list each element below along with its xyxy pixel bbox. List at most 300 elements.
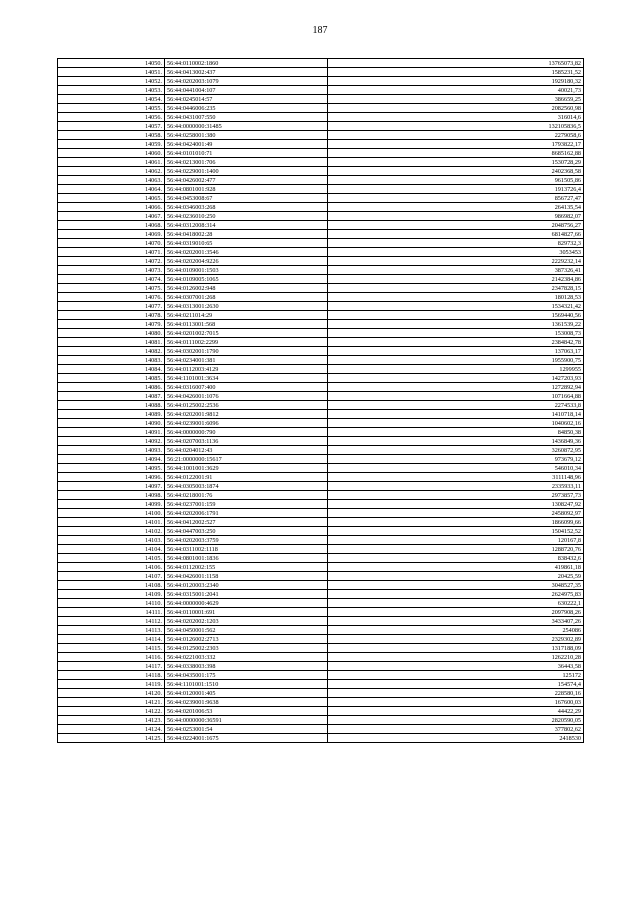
table-row xyxy=(58,536,584,545)
row-number-cell: 14073. xyxy=(58,266,165,275)
row-number-cell: 14093. xyxy=(58,446,165,455)
cadastral-number-cell: 56:44:0109001:1503 xyxy=(165,266,328,275)
row-number-cell: 14055. xyxy=(58,104,165,113)
cadastral-number-cell: 56:44:0202001:3546 xyxy=(165,248,328,257)
table-row xyxy=(58,122,584,131)
row-number-cell: 14100. xyxy=(58,509,165,518)
row-number-cell: 14071. xyxy=(58,248,165,257)
cadastral-number-cell: 56:44:0245014:57 xyxy=(165,95,328,104)
table-row xyxy=(58,527,584,536)
cadastral-value-cell: 1530728,29 xyxy=(328,158,584,167)
cadastral-number-cell: 56:44:0202006:1791 xyxy=(165,509,328,518)
table-row xyxy=(58,239,584,248)
cadastral-number-cell: 56:44:0000000:31485 xyxy=(165,122,328,131)
row-number-cell: 14110. xyxy=(58,599,165,608)
table-row xyxy=(58,590,584,599)
cadastral-value-cell: 1866099,66 xyxy=(328,518,584,527)
cadastral-value-cell: 1534321,42 xyxy=(328,302,584,311)
cadastral-value-cell: 1272892,94 xyxy=(328,383,584,392)
cadastral-number-cell: 56:44:0253001:54 xyxy=(165,725,328,734)
table-row xyxy=(58,401,584,410)
registry-table-body xyxy=(58,59,584,743)
row-number-cell: 14056. xyxy=(58,113,165,122)
cadastral-number-cell: 56:44:0112002:155 xyxy=(165,563,328,572)
cadastral-number-cell: 56:44:0112003:4129 xyxy=(165,365,328,374)
cadastral-value-cell: 2279058,6 xyxy=(328,131,584,140)
row-number-cell: 14096. xyxy=(58,473,165,482)
table-row xyxy=(58,383,584,392)
cadastral-value-cell: 386659,25 xyxy=(328,95,584,104)
row-number-cell: 14095. xyxy=(58,464,165,473)
row-number-cell: 14070. xyxy=(58,239,165,248)
cadastral-number-cell: 56:44:0120001:405 xyxy=(165,689,328,698)
cadastral-number-cell: 56:44:0125002:2536 xyxy=(165,401,328,410)
row-number-cell: 14083. xyxy=(58,356,165,365)
cadastral-number-cell: 56:44:0101010:71 xyxy=(165,149,328,158)
table-row xyxy=(58,428,584,437)
table-row xyxy=(58,545,584,554)
cadastral-number-cell: 56:44:0313001:2630 xyxy=(165,302,328,311)
table-row xyxy=(58,77,584,86)
row-number-cell: 14119. xyxy=(58,680,165,689)
cadastral-value-cell: 838432,6 xyxy=(328,554,584,563)
cadastral-value-cell: 2458092,97 xyxy=(328,509,584,518)
table-row xyxy=(58,635,584,644)
row-number-cell: 14091. xyxy=(58,428,165,437)
cadastral-number-cell: 56:44:0000000:4629 xyxy=(165,599,328,608)
cadastral-value-cell: 120167,8 xyxy=(328,536,584,545)
cadastral-value-cell: 180128,53 xyxy=(328,293,584,302)
cadastral-value-cell: 1504152,52 xyxy=(328,527,584,536)
cadastral-number-cell: 56:44:0000000:790 xyxy=(165,428,328,437)
cadastral-number-cell: 56:44:0450001:562 xyxy=(165,626,328,635)
cadastral-value-cell: 1071664,88 xyxy=(328,392,584,401)
table-row xyxy=(58,491,584,500)
table-row xyxy=(58,221,584,230)
table-row xyxy=(58,671,584,680)
cadastral-value-cell: 36443,58 xyxy=(328,662,584,671)
cadastral-number-cell: 56:44:0126002:2713 xyxy=(165,635,328,644)
row-number-cell: 14059. xyxy=(58,140,165,149)
cadastral-value-cell: 8685162,88 xyxy=(328,149,584,158)
cadastral-value-cell: 2418530 xyxy=(328,734,584,743)
cadastral-value-cell: 1262210,28 xyxy=(328,653,584,662)
cadastral-number-cell: 56:44:0426001:1158 xyxy=(165,572,328,581)
cadastral-value-cell: 2347828,15 xyxy=(328,284,584,293)
table-row xyxy=(58,410,584,419)
cadastral-value-cell: 1913726,4 xyxy=(328,185,584,194)
cadastral-value-cell: 419861,18 xyxy=(328,563,584,572)
cadastral-number-cell: 56:44:1101001:1510 xyxy=(165,680,328,689)
cadastral-value-cell: 316014,6 xyxy=(328,113,584,122)
cadastral-value-cell: 2973857,73 xyxy=(328,491,584,500)
row-number-cell: 14116. xyxy=(58,653,165,662)
row-number-cell: 14068. xyxy=(58,221,165,230)
cadastral-number-cell: 56:44:0125002:2303 xyxy=(165,644,328,653)
cadastral-value-cell: 154574,4 xyxy=(328,680,584,689)
row-number-cell: 14089. xyxy=(58,410,165,419)
table-row xyxy=(58,230,584,239)
row-number-cell: 14064. xyxy=(58,185,165,194)
cadastral-value-cell: 167600,03 xyxy=(328,698,584,707)
cadastral-number-cell: 56:44:0346003:268 xyxy=(165,203,328,212)
cadastral-number-cell: 56:44:0418002:28 xyxy=(165,230,328,239)
table-row xyxy=(58,266,584,275)
cadastral-value-cell: 1585231,52 xyxy=(328,68,584,77)
row-number-cell: 14088. xyxy=(58,401,165,410)
table-row xyxy=(58,689,584,698)
cadastral-value-cell: 2384842,78 xyxy=(328,338,584,347)
cadastral-number-cell: 56:44:0224001:1675 xyxy=(165,734,328,743)
row-number-cell: 14067. xyxy=(58,212,165,221)
row-number-cell: 14081. xyxy=(58,338,165,347)
registry-table xyxy=(57,58,584,743)
table-row xyxy=(58,95,584,104)
cadastral-value-cell: 1308247,92 xyxy=(328,500,584,509)
table-row xyxy=(58,554,584,563)
cadastral-value-cell: 1299955 xyxy=(328,365,584,374)
table-row xyxy=(58,509,584,518)
row-number-cell: 14074. xyxy=(58,275,165,284)
cadastral-number-cell: 56:44:0113001:568 xyxy=(165,320,328,329)
cadastral-value-cell: 546010,34 xyxy=(328,464,584,473)
cadastral-number-cell: 56:44:0431007:550 xyxy=(165,113,328,122)
cadastral-value-cell: 153008,73 xyxy=(328,329,584,338)
cadastral-value-cell: 2229232,14 xyxy=(328,257,584,266)
table-row xyxy=(58,329,584,338)
row-number-cell: 14084. xyxy=(58,365,165,374)
table-row xyxy=(58,365,584,374)
cadastral-number-cell: 56:44:0120003:2340 xyxy=(165,581,328,590)
row-number-cell: 14054. xyxy=(58,95,165,104)
row-number-cell: 14102. xyxy=(58,527,165,536)
row-number-cell: 14108. xyxy=(58,581,165,590)
cadastral-value-cell: 1288720,76 xyxy=(328,545,584,554)
cadastral-number-cell: 56:44:0000000:36591 xyxy=(165,716,328,725)
row-number-cell: 14087. xyxy=(58,392,165,401)
cadastral-number-cell: 56:44:0239001:9638 xyxy=(165,698,328,707)
cadastral-value-cell: 13765073,82 xyxy=(328,59,584,68)
cadastral-number-cell: 56:44:0412002:527 xyxy=(165,518,328,527)
table-row xyxy=(58,374,584,383)
cadastral-value-cell: 2335933,11 xyxy=(328,482,584,491)
table-row xyxy=(58,167,584,176)
table-row xyxy=(58,356,584,365)
cadastral-value-cell: 3260872,95 xyxy=(328,446,584,455)
row-number-cell: 14121. xyxy=(58,698,165,707)
table-row xyxy=(58,203,584,212)
table-row xyxy=(58,311,584,320)
cadastral-number-cell: 56:44:0202004:9226 xyxy=(165,257,328,266)
cadastral-value-cell: 387326,41 xyxy=(328,266,584,275)
cadastral-number-cell: 56:44:0302001:1790 xyxy=(165,347,328,356)
row-number-cell: 14061. xyxy=(58,158,165,167)
row-number-cell: 14086. xyxy=(58,383,165,392)
row-number-cell: 14111. xyxy=(58,608,165,617)
row-number-cell: 14101. xyxy=(58,518,165,527)
table-row xyxy=(58,581,584,590)
row-number-cell: 14062. xyxy=(58,167,165,176)
table-row xyxy=(58,734,584,743)
cadastral-value-cell: 3111148,96 xyxy=(328,473,584,482)
cadastral-number-cell: 56:44:0441004:107 xyxy=(165,86,328,95)
row-number-cell: 14115. xyxy=(58,644,165,653)
cadastral-value-cell: 2142384,86 xyxy=(328,275,584,284)
row-number-cell: 14109. xyxy=(58,590,165,599)
page-number: 187 xyxy=(312,25,328,36)
cadastral-number-cell: 56:44:0204012:43 xyxy=(165,446,328,455)
cadastral-value-cell: 1361539,22 xyxy=(328,320,584,329)
table-row xyxy=(58,113,584,122)
cadastral-number-cell: 56:44:0126002:948 xyxy=(165,284,328,293)
cadastral-number-cell: 56:44:0435001:175 xyxy=(165,671,328,680)
cadastral-number-cell: 56:44:0446006:235 xyxy=(165,104,328,113)
cadastral-value-cell: 264135,54 xyxy=(328,203,584,212)
row-number-cell: 14065. xyxy=(58,194,165,203)
row-number-cell: 14082. xyxy=(58,347,165,356)
cadastral-value-cell: 2329302,89 xyxy=(328,635,584,644)
table-row xyxy=(58,608,584,617)
table-row xyxy=(58,212,584,221)
cadastral-number-cell: 56:44:0221003:332 xyxy=(165,653,328,662)
row-number-cell: 14076. xyxy=(58,293,165,302)
cadastral-value-cell: 1410718,14 xyxy=(328,410,584,419)
cadastral-value-cell: 1955900,75 xyxy=(328,356,584,365)
table-row xyxy=(58,284,584,293)
table-row xyxy=(58,347,584,356)
cadastral-number-cell: 56:44:0234001:381 xyxy=(165,356,328,365)
table-row xyxy=(58,644,584,653)
cadastral-number-cell: 56:44:0316007:400 xyxy=(165,383,328,392)
cadastral-value-cell: 2082560,98 xyxy=(328,104,584,113)
table-row xyxy=(58,500,584,509)
table-row xyxy=(58,320,584,329)
table-row xyxy=(58,725,584,734)
row-number-cell: 14052. xyxy=(58,77,165,86)
cadastral-value-cell: 1929180,32 xyxy=(328,77,584,86)
row-number-cell: 14097. xyxy=(58,482,165,491)
cadastral-value-cell: 973679,12 xyxy=(328,455,584,464)
cadastral-value-cell: 1427203,93 xyxy=(328,374,584,383)
row-number-cell: 14063. xyxy=(58,176,165,185)
cadastral-value-cell: 1793822,17 xyxy=(328,140,584,149)
cadastral-number-cell: 56:44:0110002:1860 xyxy=(165,59,328,68)
cadastral-number-cell: 56:44:0447003:250 xyxy=(165,527,328,536)
row-number-cell: 14114. xyxy=(58,635,165,644)
cadastral-number-cell: 56:44:0413002:437 xyxy=(165,68,328,77)
cadastral-number-cell: 56:44:0453008:67 xyxy=(165,194,328,203)
cadastral-number-cell: 56:44:0305003:1874 xyxy=(165,482,328,491)
row-number-cell: 14053. xyxy=(58,86,165,95)
cadastral-number-cell: 56:44:0338003:398 xyxy=(165,662,328,671)
cadastral-value-cell: 961505,86 xyxy=(328,176,584,185)
table-row xyxy=(58,176,584,185)
table-row xyxy=(58,275,584,284)
row-number-cell: 14118. xyxy=(58,671,165,680)
table-row xyxy=(58,59,584,68)
cadastral-number-cell: 56:21:0000000:15617 xyxy=(165,455,328,464)
cadastral-number-cell: 56:44:1001001:3629 xyxy=(165,464,328,473)
cadastral-number-cell: 56:44:0202003:3759 xyxy=(165,536,328,545)
table-row xyxy=(58,257,584,266)
cadastral-number-cell: 56:44:0218001:76 xyxy=(165,491,328,500)
row-number-cell: 14099. xyxy=(58,500,165,509)
row-number-cell: 14072. xyxy=(58,257,165,266)
row-number-cell: 14050. xyxy=(58,59,165,68)
table-row xyxy=(58,131,584,140)
row-number-cell: 14107. xyxy=(58,572,165,581)
row-number-cell: 14085. xyxy=(58,374,165,383)
row-number-cell: 14123. xyxy=(58,716,165,725)
table-row xyxy=(58,194,584,203)
cadastral-value-cell: 44422,29 xyxy=(328,707,584,716)
cadastral-number-cell: 56:44:0239001:6096 xyxy=(165,419,328,428)
row-number-cell: 14066. xyxy=(58,203,165,212)
table-row xyxy=(58,248,584,257)
cadastral-value-cell: 377802,62 xyxy=(328,725,584,734)
cadastral-value-cell: 6814827,66 xyxy=(328,230,584,239)
cadastral-value-cell: 1569440,56 xyxy=(328,311,584,320)
cadastral-number-cell: 56:44:0236010:250 xyxy=(165,212,328,221)
table-row xyxy=(58,446,584,455)
row-number-cell: 14103. xyxy=(58,536,165,545)
cadastral-value-cell: 1040602,16 xyxy=(328,419,584,428)
table-row xyxy=(58,473,584,482)
cadastral-number-cell: 56:44:0213001:706 xyxy=(165,158,328,167)
row-number-cell: 14120. xyxy=(58,689,165,698)
table-row xyxy=(58,302,584,311)
cadastral-number-cell: 56:44:0122001:91 xyxy=(165,473,328,482)
cadastral-number-cell: 56:44:0311002:1118 xyxy=(165,545,328,554)
cadastral-number-cell: 56:44:0312008:314 xyxy=(165,221,328,230)
row-number-cell: 14113. xyxy=(58,626,165,635)
cadastral-number-cell: 56:44:0801001:1836 xyxy=(165,554,328,563)
cadastral-number-cell: 56:44:0237001:159 xyxy=(165,500,328,509)
cadastral-value-cell: 132105836,5 xyxy=(328,122,584,131)
row-number-cell: 14079. xyxy=(58,320,165,329)
row-number-cell: 14104. xyxy=(58,545,165,554)
cadastral-value-cell: 3053453 xyxy=(328,248,584,257)
cadastral-value-cell: 630222,1 xyxy=(328,599,584,608)
cadastral-number-cell: 56:44:0201002:7015 xyxy=(165,329,328,338)
cadastral-number-cell: 56:44:0801001:928 xyxy=(165,185,328,194)
cadastral-number-cell: 56:44:0424001:49 xyxy=(165,140,328,149)
table-row xyxy=(58,563,584,572)
table-row xyxy=(58,185,584,194)
table-row xyxy=(58,626,584,635)
row-number-cell: 14124. xyxy=(58,725,165,734)
table-row xyxy=(58,653,584,662)
cadastral-value-cell: 1317188,09 xyxy=(328,644,584,653)
row-number-cell: 14077. xyxy=(58,302,165,311)
table-row xyxy=(58,599,584,608)
table-row xyxy=(58,140,584,149)
row-number-cell: 14098. xyxy=(58,491,165,500)
table-row xyxy=(58,392,584,401)
cadastral-number-cell: 56:44:0258001:380 xyxy=(165,131,328,140)
cadastral-value-cell: 3048527,35 xyxy=(328,581,584,590)
row-number-cell: 14051. xyxy=(58,68,165,77)
table-row xyxy=(58,158,584,167)
cadastral-value-cell: 2402368,58 xyxy=(328,167,584,176)
cadastral-number-cell: 56:44:0211014:29 xyxy=(165,311,328,320)
cadastral-number-cell: 56:44:0202003:1079 xyxy=(165,77,328,86)
row-number-cell: 14069. xyxy=(58,230,165,239)
row-number-cell: 14080. xyxy=(58,329,165,338)
table-row xyxy=(58,572,584,581)
cadastral-value-cell: 829732,3 xyxy=(328,239,584,248)
cadastral-number-cell: 56:44:0307001:268 xyxy=(165,293,328,302)
cadastral-value-cell: 125172 xyxy=(328,671,584,680)
table-row xyxy=(58,680,584,689)
table-row xyxy=(58,437,584,446)
cadastral-value-cell: 20425,59 xyxy=(328,572,584,581)
table-row xyxy=(58,716,584,725)
table-row xyxy=(58,482,584,491)
row-number-cell: 14092. xyxy=(58,437,165,446)
row-number-cell: 14125. xyxy=(58,734,165,743)
row-number-cell: 14117. xyxy=(58,662,165,671)
cadastral-value-cell: 2820590,05 xyxy=(328,716,584,725)
cadastral-value-cell: 137063,17 xyxy=(328,347,584,356)
row-number-cell: 14058. xyxy=(58,131,165,140)
table-row xyxy=(58,455,584,464)
table-row xyxy=(58,419,584,428)
row-number-cell: 14078. xyxy=(58,311,165,320)
row-number-cell: 14060. xyxy=(58,149,165,158)
row-number-cell: 14105. xyxy=(58,554,165,563)
cadastral-value-cell: 84850,38 xyxy=(328,428,584,437)
cadastral-number-cell: 56:44:0111002:2299 xyxy=(165,338,328,347)
cadastral-value-cell: 2274533,8 xyxy=(328,401,584,410)
cadastral-number-cell: 56:44:0229001:1400 xyxy=(165,167,328,176)
cadastral-value-cell: 856727,47 xyxy=(328,194,584,203)
cadastral-number-cell: 56:44:0319010:65 xyxy=(165,239,328,248)
cadastral-value-cell: 1436849,36 xyxy=(328,437,584,446)
table-row xyxy=(58,707,584,716)
cadastral-number-cell: 56:44:0202002:1203 xyxy=(165,617,328,626)
row-number-cell: 14057. xyxy=(58,122,165,131)
cadastral-number-cell: 56:44:0109005:1065 xyxy=(165,275,328,284)
table-row xyxy=(58,338,584,347)
cadastral-number-cell: 56:44:0202001:9812 xyxy=(165,410,328,419)
table-row xyxy=(58,662,584,671)
cadastral-value-cell: 986982,07 xyxy=(328,212,584,221)
cadastral-value-cell: 228580,16 xyxy=(328,689,584,698)
row-number-cell: 14106. xyxy=(58,563,165,572)
table-row xyxy=(58,617,584,626)
cadastral-number-cell: 56:44:0315001:2041 xyxy=(165,590,328,599)
cadastral-value-cell: 2097908,26 xyxy=(328,608,584,617)
table-row xyxy=(58,293,584,302)
row-number-cell: 14090. xyxy=(58,419,165,428)
row-number-cell: 14075. xyxy=(58,284,165,293)
row-number-cell: 14122. xyxy=(58,707,165,716)
table-row xyxy=(58,104,584,113)
table-row xyxy=(58,149,584,158)
cadastral-number-cell: 56:44:0207003:1136 xyxy=(165,437,328,446)
table-row xyxy=(58,518,584,527)
cadastral-value-cell: 40021,73 xyxy=(328,86,584,95)
cadastral-number-cell: 56:44:0426001:1076 xyxy=(165,392,328,401)
row-number-cell: 14094. xyxy=(58,455,165,464)
row-number-cell: 14112. xyxy=(58,617,165,626)
cadastral-number-cell: 56:44:0110001:691 xyxy=(165,608,328,617)
cadastral-number-cell: 56:44:1101001:3634 xyxy=(165,374,328,383)
cadastral-number-cell: 56:44:0201006:53 xyxy=(165,707,328,716)
cadastral-value-cell: 3433407,26 xyxy=(328,617,584,626)
table-row xyxy=(58,68,584,77)
